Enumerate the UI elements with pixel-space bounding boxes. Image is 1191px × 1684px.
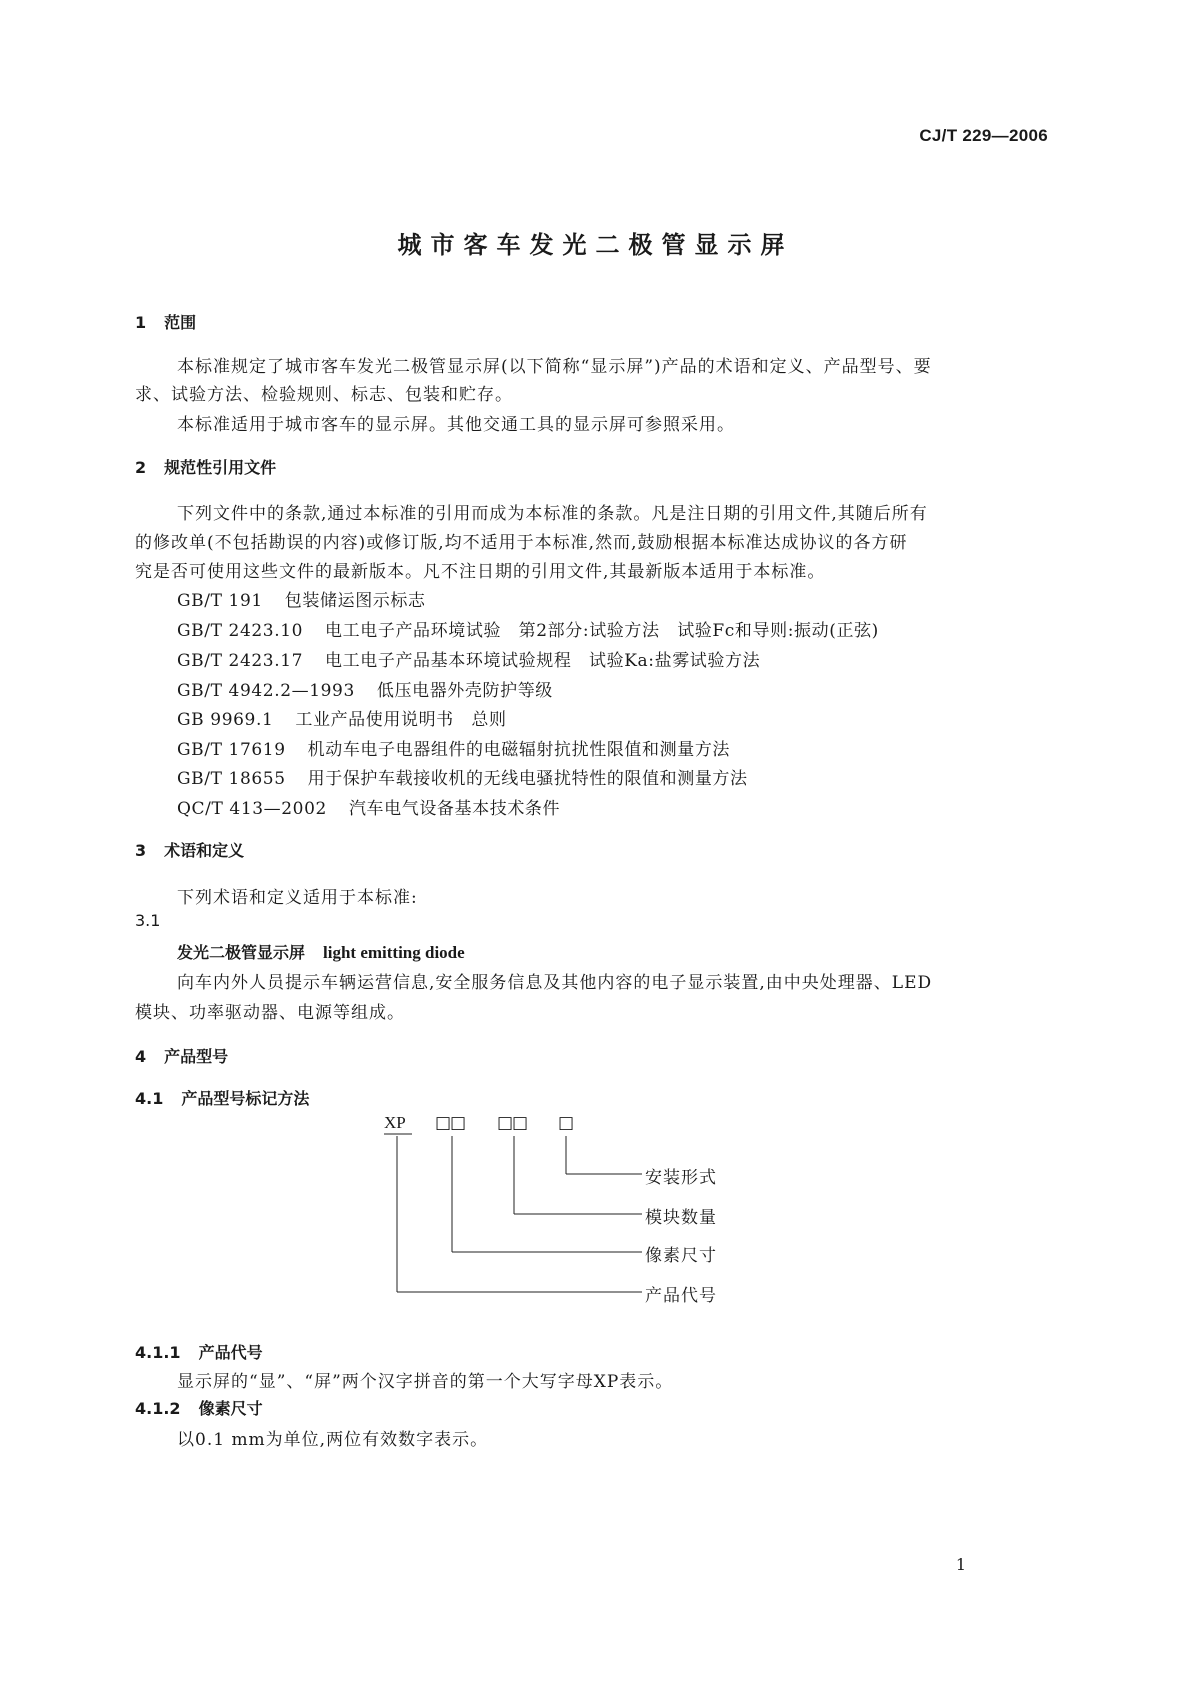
term-number: 3.1 [135,911,161,930]
paragraph: 显示屏的“显”、“屏”两个汉字拼音的第一个大写字母XP表示。 [177,1372,674,1392]
reference-item [177,586,426,611]
diagram-box-module-count: □□ [497,1113,528,1133]
reference-title: 机动车电子电器组件的电磁辐射抗扰性限值和测量方法 [307,740,731,760]
term-english: light emitting diode [323,943,465,962]
subsection-heading-4-1-2 [135,1396,263,1419]
page-title: 城市客车发光二极管显示屏 [397,231,794,259]
reference-code: GB 9969.1 [177,710,274,730]
reference-item [177,646,760,671]
reference-title: 电工电子产品环境试验 第2部分:试验方法 试验Fc和导则:振动(正弦) [325,621,879,641]
section-title: 产品型号标记方法 [181,1089,310,1108]
reference-title: 用于保护车载接收机的无线电骚扰特性的限值和测量方法 [307,769,748,789]
diagram-label-install-form: 安装形式 [645,1168,717,1188]
reference-title: 包装储运图示标志 [284,591,426,611]
term-chinese: 发光二极管显示屏 [177,943,306,962]
paragraph: 以0.1 mm为单位,两位有效数字表示。 [177,1430,489,1450]
diagram-box-install-form: □ [558,1113,575,1133]
section-title: 像素尺寸 [198,1399,263,1418]
section-number: 3 [135,841,147,860]
section-number: 4.1.1 [135,1343,181,1362]
section-title: 产品代号 [198,1343,263,1362]
paragraph: 本标准规定了城市客车发光二极管显示屏(以下简称“显示屏”)产品的术语和定义、产品型号、要 [177,357,932,377]
reference-item [177,735,730,760]
reference-code: GB/T 2423.10 [177,621,304,641]
section-title: 规范性引用文件 [164,458,277,477]
section-title: 术语和定义 [164,841,245,860]
section-heading-3 [135,838,244,861]
page-number: 1 [955,1555,966,1574]
reference-code: GB/T 18655 [177,769,286,789]
section-title: 范围 [164,313,197,332]
section-number: 1 [135,313,147,332]
reference-item [177,764,748,789]
paragraph: 究是否可使用这些文件的最新版本。凡不注日期的引用文件,其最新版本适用于本标准。 [135,562,826,582]
reference-code: GB/T 191 [177,591,263,611]
subsection-heading-4-1 [135,1086,309,1109]
reference-code: GB/T 2423.17 [177,651,304,671]
diagram-label-module-count: 模块数量 [645,1208,717,1228]
reference-title: 工业产品使用说明书 总则 [295,710,507,730]
section-number: 4.1 [135,1089,164,1108]
section-number: 4 [135,1047,147,1066]
section-number: 4.1.2 [135,1399,181,1418]
diagram-label-product-code: 产品代号 [645,1286,717,1306]
section-number: 2 [135,458,147,477]
paragraph: 求、试验方法、检验规则、标志、包装和贮存。 [135,385,513,405]
section-heading-4 [135,1044,228,1067]
reference-item [177,676,553,701]
reference-item [177,794,560,819]
term-entry [177,940,465,963]
section-heading-2 [135,455,276,478]
diagram-box-pixel-size: □□ [435,1113,466,1133]
diagram-label-pixel-size: 像素尺寸 [645,1246,717,1266]
reference-item [177,705,507,730]
model-code-diagram [380,1110,820,1320]
diagram-lines [380,1110,820,1320]
paragraph: 的修改单(不包括勘误的内容)或修订版,均不适用于本标准,然而,鼓励根据本标准达成协议的各方研 [135,533,908,553]
reference-code: GB/T 4942.2—1993 [177,681,355,701]
section-heading-1 [135,310,196,333]
paragraph: 向车内外人员提示车辆运营信息,安全服务信息及其他内容的电子显示装置,由中央处理器、LED [177,973,933,993]
subsection-heading-4-1-1 [135,1340,263,1363]
paragraph: 下列文件中的条款,通过本标准的引用而成为本标准的条款。凡是注日期的引用文件,其随后所有 [177,504,928,524]
standard-number: CJ/T 229—2006 [919,126,1048,145]
paragraph: 本标准适用于城市客车的显示屏。其他交通工具的显示屏可参照采用。 [177,415,735,435]
section-title: 产品型号 [164,1047,229,1066]
reference-item [177,616,879,641]
reference-code: GB/T 17619 [177,740,286,760]
reference-code: QC/T 413—2002 [177,799,327,819]
reference-title: 低压电器外壳防护等级 [376,681,553,701]
diagram-code-xp: XP [384,1113,406,1132]
reference-title: 电工电子产品基本环境试验规程 试验Ka:盐雾试验方法 [325,651,761,671]
paragraph: 模块、功率驱动器、电源等组成。 [135,1003,405,1023]
reference-title: 汽车电气设备基本技术条件 [348,799,561,819]
paragraph: 下列术语和定义适用于本标准: [177,888,418,908]
